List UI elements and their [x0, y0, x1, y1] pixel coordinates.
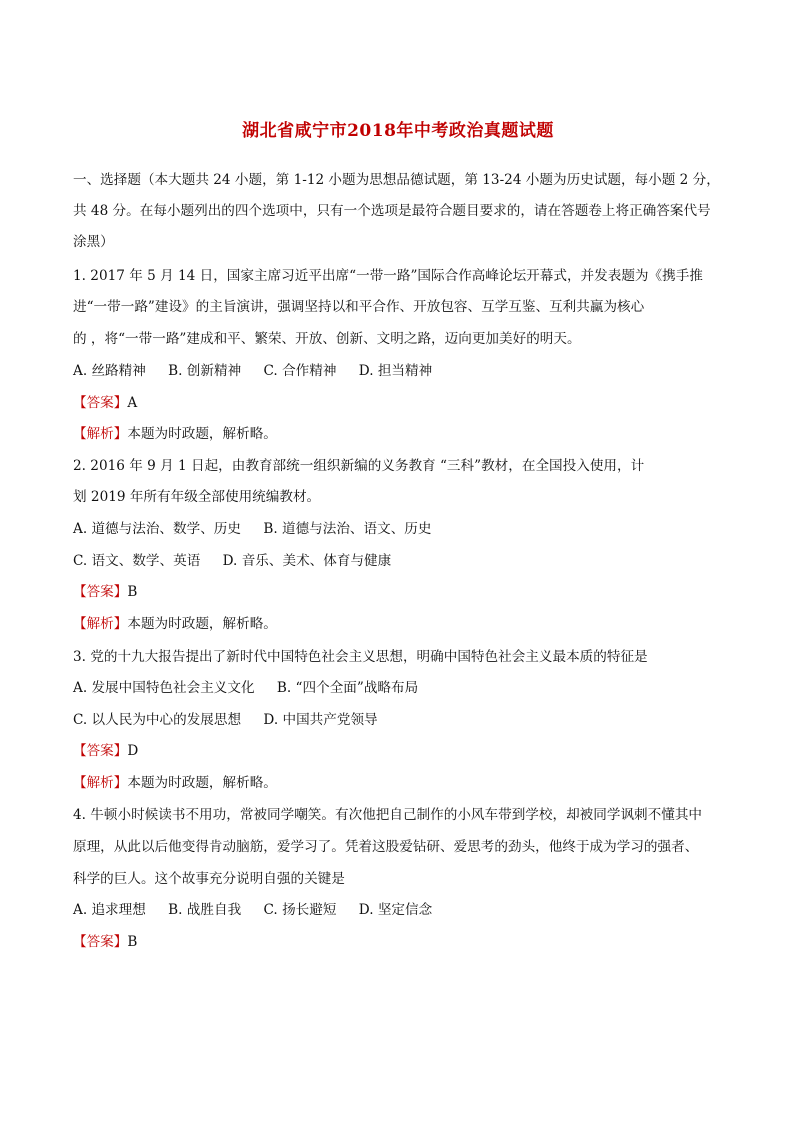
question-3-options: [73, 678, 418, 698]
question-1-stem: 的 ，将“一带一路”建成和平、繁荣、开放、创新、文明之路，迈向更加美好的明天。: [73, 331, 581, 347]
analysis-line: [73, 773, 277, 793]
answer-line: [73, 582, 137, 602]
question-1-stem: 1. 2017 年 5 月 14 日，国家主席习近平出席“一带一路”国际合作高峰论坛开幕式，并发表题为《携手推: [73, 268, 703, 284]
question-4-stem: 科学的巨人。这个故事充分说明自强的关键是: [73, 871, 345, 887]
analysis-text: 本题为时政题，解析略。: [127, 616, 277, 632]
analysis-tag: 【解析】: [73, 775, 128, 791]
option-c: C. 以人民为中心的发展思想: [73, 712, 242, 728]
question-1-stem: 进“一带一路”建设》的主旨演讲，强调坚持以和平合作、开放包容、互学互鉴、互利共赢为核心: [73, 299, 645, 315]
answer-tag: 【答案】: [73, 743, 128, 759]
analysis-tag: 【解析】: [73, 616, 128, 632]
answer-value: B: [127, 584, 138, 600]
option-c: C. 语文、数学、英语: [73, 553, 201, 569]
question-3-stem: 3. 党的十九大报告提出了新时代中国特色社会主义思想，明确中国特色社会主义最本质的特征是: [73, 649, 648, 665]
option-b: B. “四个全面”战略布局: [276, 680, 419, 696]
option-d: D. 坚定信念: [358, 902, 433, 918]
option-a: A. 道德与法治、数学、历史: [73, 521, 241, 537]
option-c: C. 合作精神: [263, 363, 337, 379]
analysis-line: [73, 614, 277, 634]
answer-line: [73, 741, 138, 761]
question-2-options: [73, 551, 391, 571]
option-b: B. 创新精神: [168, 363, 242, 379]
option-d: D. 中国共产党领导: [263, 712, 378, 728]
question-2-stem: 划 2019 年所有年级全部使用统编教材。: [73, 489, 321, 505]
answer-line: [73, 393, 137, 413]
option-d: D. 担当精神: [358, 363, 433, 379]
answer-tag: 【答案】: [73, 584, 128, 600]
option-d: D. 音乐、美术、体育与健康: [222, 553, 392, 569]
answer-value: D: [127, 743, 139, 759]
analysis-tag: 【解析】: [73, 426, 128, 442]
question-4-stem: 4. 牛顿小时候读书不用功，常被同学嘲笑。有次他把自己制作的小风车带到学校，却被同学讽刺不懂其中: [73, 807, 703, 823]
analysis-line: [73, 424, 277, 444]
answer-tag: 【答案】: [73, 395, 128, 411]
option-a: A. 追求理想: [73, 902, 146, 918]
answer-line: [73, 932, 137, 952]
question-1-options: [73, 361, 432, 381]
section-intro-line: 共 48 分。在每小题列出的四个选项中，只有一个选项是最符合题目要求的，请在答题卷上将正确答案代号: [73, 203, 711, 219]
option-a: A. 发展中国特色社会主义文化: [73, 680, 255, 696]
answer-value: B: [127, 934, 138, 950]
question-4-stem: 原理，从此以后他变得肯动脑筋，爱学习了。凭着这股爱钻研、爱思考的劲头，他终于成为学习的强者、: [73, 839, 699, 855]
option-b: B. 战胜自我: [168, 902, 242, 918]
answer-value: A: [127, 395, 138, 411]
document-title: 湖北省咸宁市2018年中考政治真题试题: [242, 121, 554, 141]
question-4-options: [73, 900, 432, 920]
analysis-text: 本题为时政题，解析略。: [127, 775, 277, 791]
question-3-options: [73, 710, 378, 730]
analysis-text: 本题为时政题，解析略。: [127, 426, 277, 442]
option-a: A. 丝路精神: [73, 363, 146, 379]
option-b: B. 道德与法治、语文、历史: [263, 521, 432, 537]
question-2-options: [73, 519, 432, 539]
option-c: C. 扬长避短: [263, 902, 337, 918]
question-2-stem: 2. 2016 年 9 月 1 日起，由教育部统一组织新编的义务教育 “三科”教材，在全国投入使用，计: [73, 458, 645, 474]
section-intro-line: 涂黑）: [73, 234, 114, 250]
section-intro-line: 一、选择题（本大题共 24 小题，第 1-12 小题为思想品德试题，第 13-24 小题为历史试题，每小题 2 分，: [73, 172, 720, 188]
answer-tag: 【答案】: [73, 934, 128, 950]
